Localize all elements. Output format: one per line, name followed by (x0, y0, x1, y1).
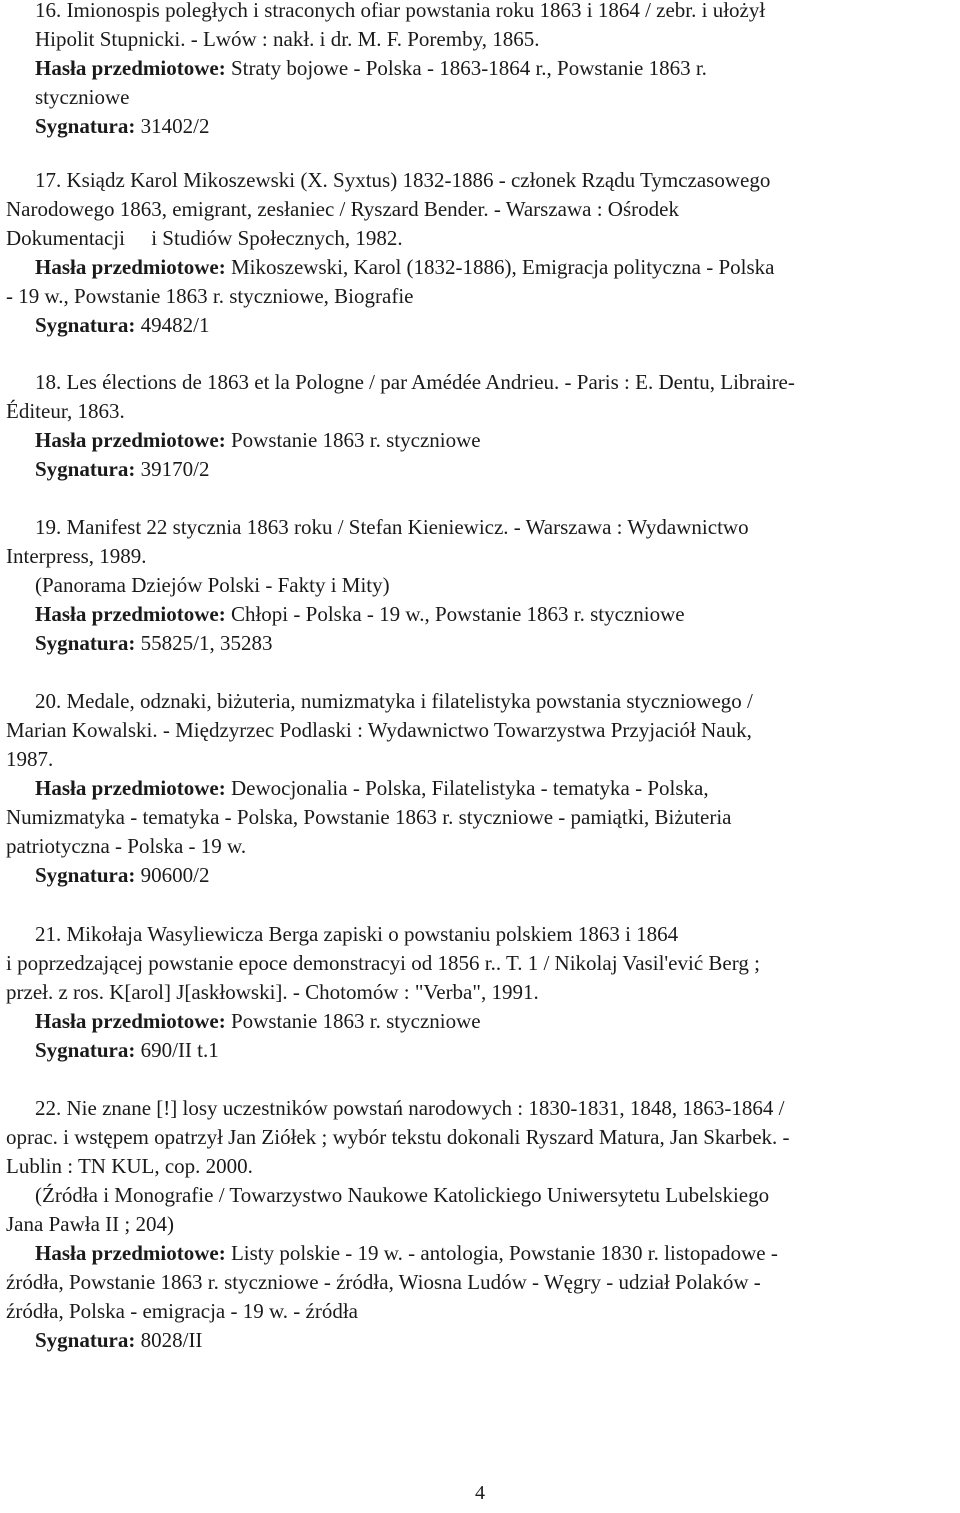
signature-value: 90600/2 (135, 863, 210, 887)
subject-text: Powstanie 1863 r. styczniowe (225, 428, 481, 452)
entry-signature (6, 311, 956, 340)
bibliography-entry-18 (6, 368, 956, 484)
entry-title-line: Marian Kowalski. - Międzyrzec Podlaski : Wydawnictwo Towarzystwa Przyjaciół Nauk, (6, 718, 752, 742)
entry-title-line: Lublin : TN KUL, cop. 2000. (6, 1154, 253, 1178)
signature-label: Sygnatura: (35, 1038, 136, 1062)
bibliography-entry-22 (6, 1094, 956, 1355)
entry-title-line: 20. Medale, odznaki, biżuteria, numizmatyka i filatelistyka powstania styczniowego / (35, 689, 753, 713)
subject-text: Mikoszewski, Karol (1832-1886), Emigracja polityczna - Polska (225, 255, 775, 279)
signature-value: 39170/2 (135, 457, 210, 481)
entry-subjects (6, 600, 956, 629)
subject-label: Hasła przedmiotowe: (35, 1241, 226, 1265)
subject-text: Chłopi - Polska - 19 w., Powstanie 1863 r. styczniowe (225, 602, 685, 626)
entry-signature (6, 112, 956, 141)
entry-subjects (6, 426, 956, 455)
entry-series: (Panorama Dziejów Polski - Fakty i Mity) (35, 573, 390, 597)
bibliography-entry-20 (6, 687, 956, 890)
entry-subjects (6, 253, 956, 282)
entry-title-line: Hipolit Stupnicki. - Lwów : nakł. i dr. M. F. Poremby, 1865. (35, 27, 540, 51)
entry-title-line: przeł. z ros. K[arol] J[askłowski]. - Chotomów : "Verba", 1991. (6, 980, 539, 1004)
entry-subjects-cont: - 19 w., Powstanie 1863 r. styczniowe, Biografie (6, 284, 414, 308)
entry-title-line: 17. Ksiądz Karol Mikoszewski (X. Syxtus) 1832-1886 - członek Rządu Tymczasowego (35, 168, 771, 192)
subject-label: Hasła przedmiotowe: (35, 56, 226, 80)
entry-subjects-cont: Numizmatyka - tematyka - Polska, Powstanie 1863 r. styczniowe - pamiątki, Biżuteria (6, 805, 732, 829)
subject-label: Hasła przedmiotowe: (35, 776, 226, 800)
entry-title-line: Éditeur, 1863. (6, 399, 125, 423)
entry-title-line: oprac. i wstępem opatrzył Jan Ziółek ; wybór tekstu dokonali Ryszard Matura, Jan Skarbek. - (6, 1125, 790, 1149)
entry-title-line: Dokumentacji i Studiów Społecznych, 1982. (6, 226, 403, 250)
signature-value: 8028/II (135, 1328, 203, 1352)
entry-signature (6, 629, 956, 658)
entry-title-line: 16. Imionospis poległych i straconych ofiar powstania roku 1863 i 1864 / zebr. i ułożył (35, 0, 766, 22)
subject-text: Straty bojowe - Polska - 1863-1864 r., Powstanie 1863 r. (225, 56, 707, 80)
subject-text: Powstanie 1863 r. styczniowe (225, 1009, 481, 1033)
entry-subjects-cont: patriotyczna - Polska - 19 w. (6, 834, 247, 858)
signature-label: Sygnatura: (35, 313, 136, 337)
signature-value: 31402/2 (135, 114, 210, 138)
subject-text: Listy polskie - 19 w. - antologia, Powstanie 1830 r. listopadowe - (225, 1241, 778, 1265)
entry-title-line: 18. Les élections de 1863 et la Pologne / par Amédée Andrieu. - Paris : E. Dentu, Libraire- (35, 370, 795, 394)
signature-label: Sygnatura: (35, 1328, 136, 1352)
entry-signature (6, 1036, 956, 1065)
entry-subjects-cont: źródła, Powstanie 1863 r. styczniowe - źródła, Wiosna Ludów - Węgry - udział Polaków - (6, 1270, 761, 1294)
entry-title-line: Narodowego 1863, emigrant, zesłaniec / Ryszard Bender. - Warszawa : Ośrodek (6, 197, 679, 221)
entry-title-line: 19. Manifest 22 stycznia 1863 roku / Stefan Kieniewicz. - Warszawa : Wydawnictwo (35, 515, 749, 539)
entry-series-cont: Jana Pawła II ; 204) (6, 1212, 174, 1236)
signature-value: 49482/1 (135, 313, 210, 337)
subject-label: Hasła przedmiotowe: (35, 428, 226, 452)
subject-text: Dewocjonalia - Polska, Filatelistyka - tematyka - Polska, (225, 776, 709, 800)
entry-subjects-cont: styczniowe (35, 85, 130, 109)
entry-subjects (6, 1007, 956, 1036)
bibliography-entry-16 (6, 0, 956, 141)
bibliography-entry-21 (6, 920, 956, 1065)
signature-value: 55825/1, 35283 (135, 631, 273, 655)
entry-subjects (6, 54, 956, 83)
signature-label: Sygnatura: (35, 457, 136, 481)
subject-label: Hasła przedmiotowe: (35, 1009, 226, 1033)
entry-title-line: Interpress, 1989. (6, 544, 147, 568)
entry-title-line: 1987. (6, 747, 54, 771)
entry-title-line: 22. Nie znane [!] losy uczestników powstań narodowych : 1830-1831, 1848, 1863-1864 / (35, 1096, 785, 1120)
page-number: 4 (475, 1482, 485, 1504)
bibliography-entry-17 (6, 166, 956, 340)
entry-signature (6, 861, 956, 890)
entry-signature (6, 1326, 956, 1355)
entry-subjects (6, 1239, 956, 1268)
subject-label: Hasła przedmiotowe: (35, 255, 226, 279)
bibliography-entry-19 (6, 513, 956, 658)
entry-signature (6, 455, 956, 484)
signature-value: 690/II t.1 (135, 1038, 219, 1062)
signature-label: Sygnatura: (35, 631, 136, 655)
entry-subjects (6, 774, 956, 803)
entry-series: (Źródła i Monografie / Towarzystwo Naukowe Katolickiego Uniwersytetu Lubelskiego (35, 1183, 770, 1207)
entry-subjects-cont: źródła, Polska - emigracja - 19 w. - źródła (6, 1299, 359, 1323)
signature-label: Sygnatura: (35, 114, 136, 138)
entry-title-line: 21. Mikołaja Wasyliewicza Berga zapiski o powstaniu polskiem 1863 i 1864 (35, 922, 679, 946)
entry-title-line: i poprzedzającej powstanie epoce demonstracyi od 1856 r.. T. 1 / Nikolaj Vasil'ević Berg ; (6, 951, 760, 975)
signature-label: Sygnatura: (35, 863, 136, 887)
subject-label: Hasła przedmiotowe: (35, 602, 226, 626)
